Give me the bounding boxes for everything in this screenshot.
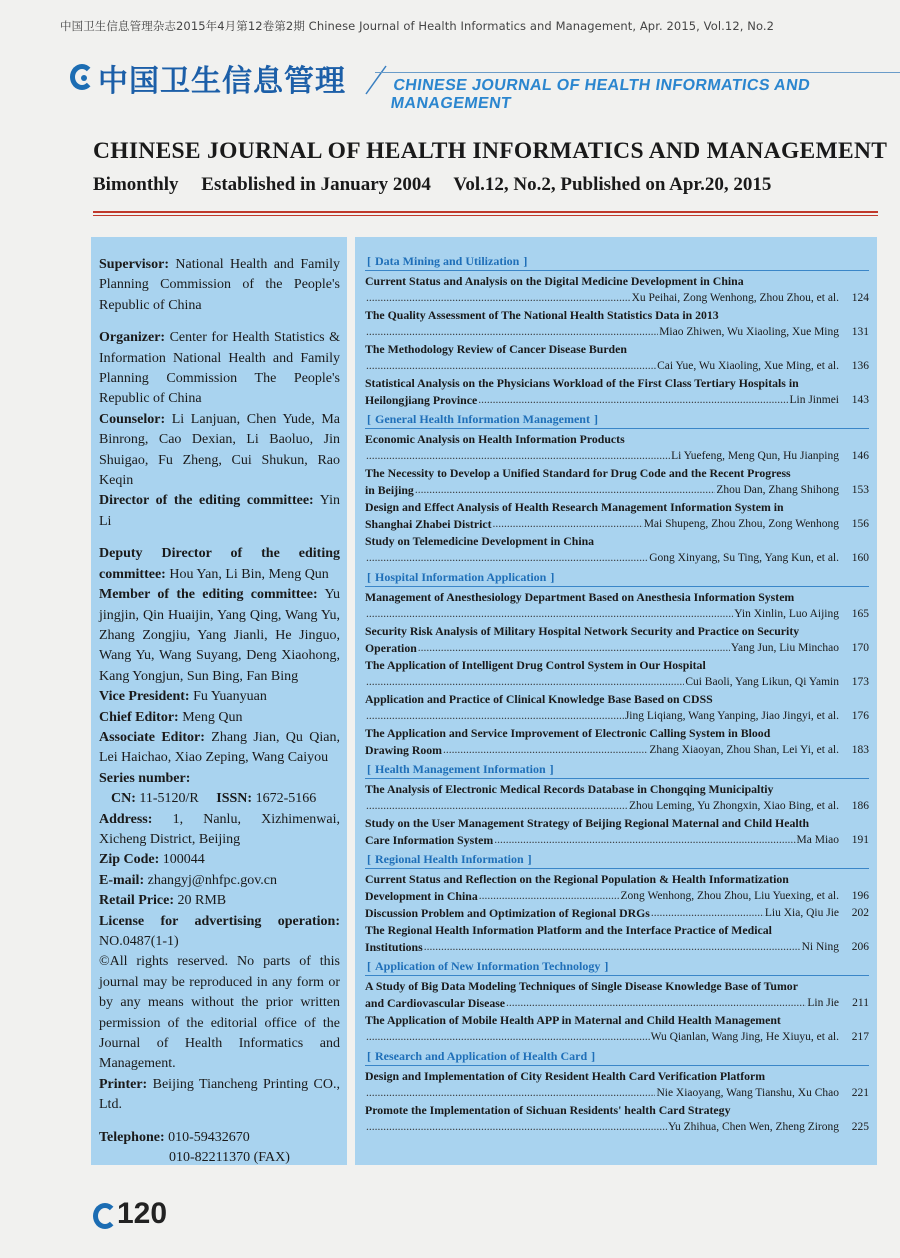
article-leader-line — [365, 798, 869, 815]
journal-title: CHINESE JOURNAL OF HEALTH INFORMATICS AND MANAGEMENT — [93, 138, 888, 164]
toc-entry[interactable] — [365, 341, 869, 375]
article-title: Current Status and Reflection on the Regional Population & Health Informatization — [365, 872, 789, 886]
article-page: 225 — [851, 1121, 869, 1133]
email: E-mail: zhangyj@nhfpc.gov.cn — [99, 872, 277, 888]
article-page: 211 — [852, 997, 869, 1009]
article-leader-line — [365, 1119, 869, 1136]
article-leader-line — [365, 550, 869, 567]
toc-entry[interactable] — [365, 307, 869, 341]
journal-brand — [70, 60, 900, 112]
issue-info: Vol.12, No.2, Published on Apr.20, 2015 — [453, 174, 772, 195]
toc-section-heading — [365, 958, 869, 974]
article-leader-line — [365, 1085, 869, 1102]
dot-leader — [366, 358, 656, 375]
toc-entry[interactable] — [365, 273, 869, 307]
dot-leader — [418, 640, 730, 657]
committee-members: Member of the editing committee: Yu jingjin, Qin Huaijin, Yang Qing, Wang Yu, Zhang Zongjiu, Yang Jianli, He Jinguo, Wang Yu, Wang Suyang, Deng Xiaohong, Kang Yongjun, Sun Bing, Fan Bing — [99, 587, 340, 684]
toc-entry[interactable] — [365, 465, 869, 499]
address: Address: 1, Nanlu, Xizhimenwai, Xicheng District, Beijing — [99, 811, 341, 847]
frequency: Bimonthly — [93, 174, 179, 195]
article-leader-line — [365, 939, 869, 956]
article-leader-line — [365, 448, 869, 465]
article-title-continued: Discussion Problem and Optimization of Regional DRGs — [365, 906, 650, 920]
toc-entry[interactable] — [365, 922, 869, 956]
article-title: A Study of Big Data Modeling Techniques of Single Disease Knowledge Base of Tumor — [365, 979, 798, 993]
article-page: 202 — [851, 907, 869, 919]
article-title-continued: and Cardiovascular Disease — [365, 996, 506, 1010]
dot-leader — [366, 1085, 655, 1102]
vice-president: Vice President: Fu Yuanyuan — [99, 689, 267, 705]
article-leader-line — [365, 640, 869, 657]
toc-entry[interactable] — [365, 431, 869, 465]
section-label: [ General Health Information Management ] — [365, 412, 600, 426]
table-of-contents — [355, 237, 877, 1165]
article-page: 153 — [851, 484, 869, 496]
article-leader-line — [365, 392, 869, 409]
article-leader-line — [365, 606, 869, 623]
article-leader-line — [365, 674, 869, 691]
article-authors: Yin Xinlin, Luo Aijing — [734, 608, 839, 620]
toc-entry[interactable] — [365, 623, 869, 657]
retail-price: Retail Price: 20 RMB — [99, 893, 227, 909]
article-page: 143 — [851, 394, 869, 406]
article-authors: Miao Zhiwen, Wu Xiaoling, Xue Ming — [659, 326, 839, 338]
dot-leader — [366, 1119, 667, 1136]
article-title-continued: Development in China — [365, 889, 478, 903]
article-leader-line — [365, 888, 869, 905]
article-title: Study on the User Management Strategy of Beijing Regional Maternal and Child Health — [365, 816, 810, 830]
toc-entry[interactable] — [365, 815, 869, 849]
article-title-continued: Heilongjiang Province — [365, 393, 478, 407]
section-label: [ Health Management Information ] — [365, 762, 556, 776]
dot-leader — [494, 832, 795, 849]
article-authors: Zhang Xiaoyan, Zhou Shan, Lei Yi, et al. — [649, 744, 839, 756]
section-rule — [365, 270, 869, 271]
brand-chinese-name: 中国卫生信息管理 — [98, 64, 346, 99]
article-page: 173 — [851, 676, 869, 688]
license: License for advertising operation: NO.0487(1-1) — [99, 913, 340, 949]
article-title-continued: Care Information System — [365, 833, 494, 847]
article-title: Study on Telemedicine Development in China — [365, 534, 595, 548]
article-authors: Lin Jie — [807, 997, 839, 1009]
article-authors: Zhou Leming, Yu Zhongxin, Xiao Bing, et al. — [628, 800, 839, 812]
journal-logo-icon — [70, 64, 94, 90]
dot-leader — [506, 995, 806, 1012]
article-title: Design and Effect Analysis of Health Research Management Information System in — [365, 500, 784, 514]
article-page: 136 — [851, 360, 869, 372]
dot-leader — [366, 550, 648, 567]
printer: Printer: Beijing Tiancheng Printing CO., Ltd. — [99, 1076, 341, 1113]
article-leader-line — [365, 290, 869, 307]
article-page: 146 — [851, 450, 869, 462]
dot-leader — [366, 606, 733, 623]
section-rule — [365, 586, 869, 587]
article-page: 165 — [851, 608, 869, 620]
article-page: 156 — [851, 518, 869, 530]
header-rule — [93, 211, 878, 217]
dot-leader — [366, 290, 631, 307]
toc-section-heading — [365, 1048, 869, 1064]
article-title-continued: in Beijing — [365, 483, 414, 497]
dot-leader — [366, 1029, 650, 1046]
toc-entry[interactable] — [365, 978, 869, 1012]
toc-section-heading — [365, 411, 869, 427]
dot-leader — [366, 798, 628, 815]
chief-editor: Chief Editor: Meng Qun — [99, 709, 243, 725]
article-authors: Mai Shupeng, Zhou Zhou, Zong Wenhong — [643, 518, 839, 530]
fax: 010-82211370 (FAX) — [169, 1150, 290, 1166]
section-rule — [365, 778, 869, 779]
article-authors: Zong Wenhong, Zhou Zhou, Liu Yuexing, et al. — [620, 890, 839, 902]
section-label: [ Research and Application of Health Card ] — [365, 1049, 597, 1063]
article-page: 206 — [851, 941, 869, 953]
dot-leader — [478, 392, 788, 409]
article-authors: Gong Xinyang, Su Ting, Yang Kun, et al. — [649, 552, 839, 564]
article-title: Current Status and Analysis on the Digital Medicine Development in China — [365, 274, 744, 288]
dot-leader — [424, 939, 801, 956]
article-authors: Ni Ning — [801, 941, 839, 953]
toc-entry[interactable] — [365, 1102, 869, 1136]
article-title: Security Risk Analysis of Military Hospital Network Security and Practice on Security — [365, 624, 800, 638]
article-title: Design and Implementation of City Resident Health Card Verification Platform — [365, 1069, 766, 1083]
article-title: Promote the Implementation of Sichuan Residents' health Card Strategy — [365, 1103, 731, 1117]
article-title-continued: Shanghai Zhabei District — [365, 517, 492, 531]
article-leader-line — [365, 742, 869, 759]
copyright: ©All rights reserved. No parts of this journal may be reproduced in any form or by any means without the prior written permission of the editorial office of the Journal of Health Informatics and Management. — [99, 954, 340, 1072]
article-title: Economic Analysis on Health Information Products — [365, 432, 625, 446]
article-title-continued: Institutions — [365, 940, 423, 954]
section-label: [ Regional Health Information ] — [365, 852, 534, 866]
toc-entry[interactable] — [365, 905, 869, 922]
article-page: 217 — [851, 1031, 869, 1043]
article-authors: Yang Jun, Liu Minchao — [730, 642, 839, 654]
article-leader-line — [365, 358, 869, 375]
article-authors: Xu Peihai, Zong Wenhong, Zhou Zhou, et al. — [631, 292, 839, 304]
toc-section-heading — [365, 253, 869, 269]
section-rule — [365, 1065, 869, 1066]
journal-subtitle — [93, 174, 789, 196]
article-page: 124 — [851, 292, 869, 304]
toc-entry[interactable] — [365, 1068, 869, 1102]
section-rule — [365, 428, 869, 429]
dot-leader — [366, 448, 670, 465]
article-authors: Ma Miao — [796, 834, 839, 846]
article-title: The Quality Assessment of The National Health Statistics Data in 2013 — [365, 308, 719, 322]
article-title-continued: Drawing Room — [365, 743, 443, 757]
toc-entry[interactable] — [365, 691, 869, 725]
article-page: 183 — [851, 744, 869, 756]
series-number: Series number: — [99, 770, 191, 786]
telephone: Telephone: 010-59432670 — [99, 1129, 250, 1145]
article-title: The Analysis of Electronic Medical Records Database in Chongqing Municipaltiy — [365, 782, 774, 796]
dot-leader — [415, 482, 716, 499]
article-title: Statistical Analysis on the Physicians Workload of the First Class Tertiary Hospitals in — [365, 376, 799, 390]
section-rule — [365, 975, 869, 976]
counselor: Counselor: Li Lanjuan, Chen Yude, Ma Binrong, Cao Dexian, Li Baoluo, Jin Shuigao, Fu Zheng, Cui Shukun, Rao Keqin — [99, 411, 341, 489]
organizer: Organizer: Center for Health Statistics & Information National Health and Family Planning Commission The People's Republic of China — [99, 330, 340, 407]
toc-entry[interactable] — [365, 871, 869, 905]
toc-entry[interactable] — [365, 499, 869, 533]
dot-leader — [366, 674, 684, 691]
article-leader-line — [365, 482, 869, 499]
toc-entry[interactable] — [365, 657, 869, 691]
article-authors: Cai Yue, Wu Xiaoling, Xue Ming, et al. — [657, 360, 839, 372]
article-authors: Jing Liqiang, Wang Yanping, Jiao Jingyi, et al. — [624, 710, 839, 722]
article-authors: Yu Zhihua, Chen Wen, Zheng Zirong — [667, 1121, 839, 1133]
article-leader-line — [365, 516, 869, 533]
section-label: [ Application of New Information Technology ] — [365, 959, 610, 973]
article-title-continued: Operation — [365, 641, 417, 655]
article-leader-line — [365, 708, 869, 725]
article-title: The Regional Health Information Platform and the Interface Practice of Medical — [365, 923, 772, 937]
article-page: 221 — [851, 1087, 869, 1099]
article-authors: Nie Xiaoyang, Wang Tianshu, Xu Chao — [656, 1087, 839, 1099]
article-title: The Necessity to Develop a Unified Standard for Drug Code and the Recent Progress — [365, 466, 791, 480]
dot-leader — [366, 708, 624, 725]
article-authors: Zhou Dan, Zhang Shihong — [716, 484, 839, 496]
article-authors: Li Yuefeng, Meng Qun, Hu Jianping — [671, 450, 839, 462]
dot-leader — [479, 888, 620, 905]
article-page: 131 — [851, 326, 869, 338]
cn-issn: CN: 11-5120/R ISSN: 1672-5166 — [111, 791, 317, 807]
toc-entry[interactable] — [365, 375, 869, 409]
article-page: 176 — [851, 710, 869, 722]
article-authors: Lin Jinmei — [789, 394, 839, 406]
zip-code: Zip Code: 100044 — [99, 852, 205, 868]
toc-entry[interactable] — [365, 533, 869, 567]
article-page: 196 — [851, 890, 869, 902]
article-leader-line — [365, 324, 869, 341]
article-leader-line — [365, 995, 869, 1012]
article-title: The Application of Mobile Health APP in Maternal and Child Health Management — [365, 1013, 781, 1027]
masthead-panel — [91, 237, 347, 1165]
article-authors: Liu Xia, Qiu Jie — [764, 907, 839, 919]
toc-section-heading — [365, 569, 869, 585]
journal-logo-icon — [93, 1203, 117, 1229]
section-label: [ Hospital Information Application ] — [365, 570, 556, 584]
established: Established in January 2004 — [201, 174, 431, 195]
brand-rule — [375, 72, 900, 73]
article-authors: Wu Qianlan, Wang Jing, He Xiuyu, et al. — [650, 1031, 839, 1043]
toc-entry[interactable] — [365, 589, 869, 623]
article-title: The Application and Service Improvement of Electronic Calling System in Blood — [365, 726, 771, 740]
supervisor: Supervisor: National Health and Family Planning Commission of the People's Republic of China — [99, 257, 340, 313]
dot-leader — [651, 905, 764, 922]
toc-section-heading — [365, 761, 869, 777]
article-leader-line — [365, 1029, 869, 1046]
dot-leader — [493, 516, 643, 533]
article-page: 160 — [851, 552, 869, 564]
article-title: Management of Anesthesiology Department Based on Anesthesia Information System — [365, 590, 795, 604]
dot-leader — [443, 742, 648, 759]
article-leader-line — [365, 905, 869, 922]
page-number: 120 — [117, 1197, 168, 1230]
article-title: The Application of Intelligent Drug Control System in Our Hospital — [365, 658, 706, 672]
section-rule — [365, 868, 869, 869]
divider-slash — [362, 64, 390, 96]
article-title: The Methodology Review of Cancer Disease Burden — [365, 342, 627, 356]
article-page: 186 — [851, 800, 869, 812]
article-leader-line — [365, 832, 869, 849]
toc-entry[interactable] — [365, 1012, 869, 1046]
toc-entry[interactable] — [365, 725, 869, 759]
associate-editor: Associate Editor: Zhang Jian, Qu Qian, Lei Haichao, Xiao Zeping, Wang Caiyou — [99, 729, 340, 766]
article-page: 170 — [851, 642, 869, 654]
director: Director of the editing committee: Yin Li — [99, 493, 341, 529]
article-authors: Cui Baoli, Yang Likun, Qi Yamin — [685, 676, 839, 688]
article-page: 191 — [851, 834, 869, 846]
section-label: [ Data Mining and Utilization ] — [365, 254, 529, 268]
dot-leader — [366, 324, 658, 341]
toc-entry[interactable] — [365, 781, 869, 815]
brand-english-name: CHINESE JOURNAL OF HEALTH INFORMATICS AND MANAGEMENT — [389, 77, 812, 112]
toc-section-heading — [365, 851, 869, 867]
running-head: 中国卫生信息管理杂志2015年4月第12卷第2期 Chinese Journal of Health Informatics and Management, Apr. 2015, Vol.12, No.2 — [60, 19, 775, 33]
article-title: Application and Practice of Clinical Knowledge Base Based on CDSS — [365, 692, 713, 706]
deputy-director: Deputy Director of the editing committee: Hou Yan, Li Bin, Meng Qun — [99, 546, 340, 582]
